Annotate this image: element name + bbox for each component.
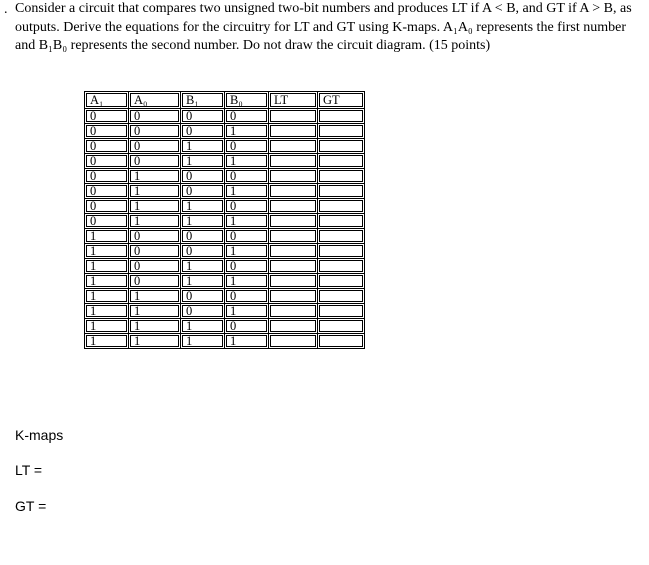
cell-b0: 1: [225, 334, 269, 349]
gt-equation-label: GT =: [15, 498, 47, 514]
cell-a1: 0: [85, 169, 129, 184]
cell-lt: [269, 334, 318, 349]
header-gt: GT: [318, 92, 365, 109]
table-row: [85, 169, 365, 184]
cell-b1: 1: [181, 259, 225, 274]
cell-a0: 0: [129, 229, 181, 244]
header-a1: A₁: [85, 92, 129, 109]
cell-b1: 1: [181, 214, 225, 229]
cell-lt: [269, 124, 318, 139]
cell-b0: 0: [225, 319, 269, 334]
cell-a1: 0: [85, 109, 129, 124]
cell-gt: [318, 274, 365, 289]
cell-gt: [318, 229, 365, 244]
cell-b1: 0: [181, 289, 225, 304]
cell-gt: [318, 124, 365, 139]
cell-lt: [269, 274, 318, 289]
cell-a1: 1: [85, 229, 129, 244]
cell-b0: 1: [225, 214, 269, 229]
cell-b1: 0: [181, 184, 225, 199]
cell-lt: [269, 169, 318, 184]
cell-gt: [318, 169, 365, 184]
cell-a1: 1: [85, 274, 129, 289]
cell-gt: [318, 154, 365, 169]
cell-lt: [269, 244, 318, 259]
cell-gt: [318, 244, 365, 259]
cell-a0: 0: [129, 274, 181, 289]
cell-a1: 0: [85, 184, 129, 199]
cell-gt: [318, 304, 365, 319]
table-row: [85, 319, 365, 334]
cell-b0: 0: [225, 199, 269, 214]
cell-b1: 1: [181, 319, 225, 334]
table-row: [85, 334, 365, 349]
cell-gt: [318, 139, 365, 154]
cell-b1: 1: [181, 154, 225, 169]
cell-a1: 1: [85, 319, 129, 334]
cell-a1: 0: [85, 139, 129, 154]
cell-gt: [318, 184, 365, 199]
table-row: [85, 229, 365, 244]
cell-b0: 0: [225, 139, 269, 154]
cell-b0: 0: [225, 109, 269, 124]
cell-b0: 0: [225, 229, 269, 244]
cell-gt: [318, 334, 365, 349]
cell-lt: [269, 304, 318, 319]
cell-b0: 0: [225, 169, 269, 184]
truth-table-body: [85, 109, 365, 349]
cell-a0: 1: [129, 304, 181, 319]
cell-a1: 0: [85, 154, 129, 169]
cell-lt: [269, 109, 318, 124]
cell-lt: [269, 154, 318, 169]
cell-a0: 0: [129, 139, 181, 154]
cell-b0: 1: [225, 274, 269, 289]
table-row: [85, 199, 365, 214]
cell-a1: 1: [85, 304, 129, 319]
cell-gt: [318, 199, 365, 214]
header-a0: A₀: [129, 92, 181, 109]
cell-gt: [318, 259, 365, 274]
cell-a0: 0: [129, 259, 181, 274]
cell-a0: 1: [129, 184, 181, 199]
table-row: [85, 289, 365, 304]
truth-table: [84, 91, 365, 349]
cell-a1: 1: [85, 289, 129, 304]
cell-b1: 0: [181, 124, 225, 139]
table-row: [85, 124, 365, 139]
cell-a1: 1: [85, 259, 129, 274]
cell-a0: 1: [129, 214, 181, 229]
cell-lt: [269, 289, 318, 304]
cell-a0: 1: [129, 199, 181, 214]
cell-a1: 0: [85, 124, 129, 139]
cell-a0: 1: [129, 334, 181, 349]
cell-b0: 1: [225, 244, 269, 259]
table-row: [85, 214, 365, 229]
cell-a0: 0: [129, 124, 181, 139]
cell-b1: 1: [181, 139, 225, 154]
table-row: [85, 184, 365, 199]
cell-a0: 1: [129, 169, 181, 184]
table-row: [85, 154, 365, 169]
header-b0: B₀: [225, 92, 269, 109]
cell-b0: 1: [225, 184, 269, 199]
cell-b0: 1: [225, 304, 269, 319]
cell-b1: 0: [181, 244, 225, 259]
cell-lt: [269, 229, 318, 244]
cell-b1: 1: [181, 199, 225, 214]
cell-b0: 0: [225, 259, 269, 274]
cell-lt: [269, 139, 318, 154]
cell-a0: 0: [129, 109, 181, 124]
table-row: [85, 244, 365, 259]
cell-gt: [318, 214, 365, 229]
table-row: [85, 259, 365, 274]
cell-a0: 1: [129, 289, 181, 304]
lt-equation-label: LT =: [15, 462, 43, 478]
cell-a0: 0: [129, 154, 181, 169]
cell-gt: [318, 109, 365, 124]
cell-b0: 0: [225, 289, 269, 304]
cell-gt: [318, 319, 365, 334]
cell-lt: [269, 259, 318, 274]
table-row: [85, 274, 365, 289]
table-row: [85, 109, 365, 124]
cell-lt: [269, 184, 318, 199]
cell-a1: 1: [85, 244, 129, 259]
cell-b0: 1: [225, 154, 269, 169]
header-lt: LT: [269, 92, 318, 109]
cell-lt: [269, 214, 318, 229]
cell-gt: [318, 289, 365, 304]
table-row: [85, 304, 365, 319]
cell-a0: 1: [129, 319, 181, 334]
cell-b1: 1: [181, 274, 225, 289]
question-bullet: .: [4, 2, 8, 17]
question-text: Consider a circuit that compares two unsigned two-bit numbers and produces LT if A < B, and GT if A > B, as outputs. Derive the equations for the circuitry for LT and GT using K-maps. A₁A₀ represents the first number and B₁B₀ represents the second number. Do not draw the circuit diagram. (15 points): [15, 1, 632, 53]
cell-a1: 1: [85, 334, 129, 349]
cell-b1: 0: [181, 109, 225, 124]
cell-b1: 1: [181, 334, 225, 349]
cell-b0: 1: [225, 124, 269, 139]
cell-a1: 0: [85, 199, 129, 214]
cell-a0: 0: [129, 244, 181, 259]
cell-b1: 0: [181, 304, 225, 319]
kmaps-heading: K-maps: [15, 427, 64, 443]
cell-lt: [269, 319, 318, 334]
cell-a1: 0: [85, 214, 129, 229]
header-b1: B₁: [181, 92, 225, 109]
truth-table-header-row: [85, 92, 365, 109]
cell-lt: [269, 199, 318, 214]
cell-b1: 0: [181, 169, 225, 184]
cell-b1: 0: [181, 229, 225, 244]
table-row: [85, 139, 365, 154]
